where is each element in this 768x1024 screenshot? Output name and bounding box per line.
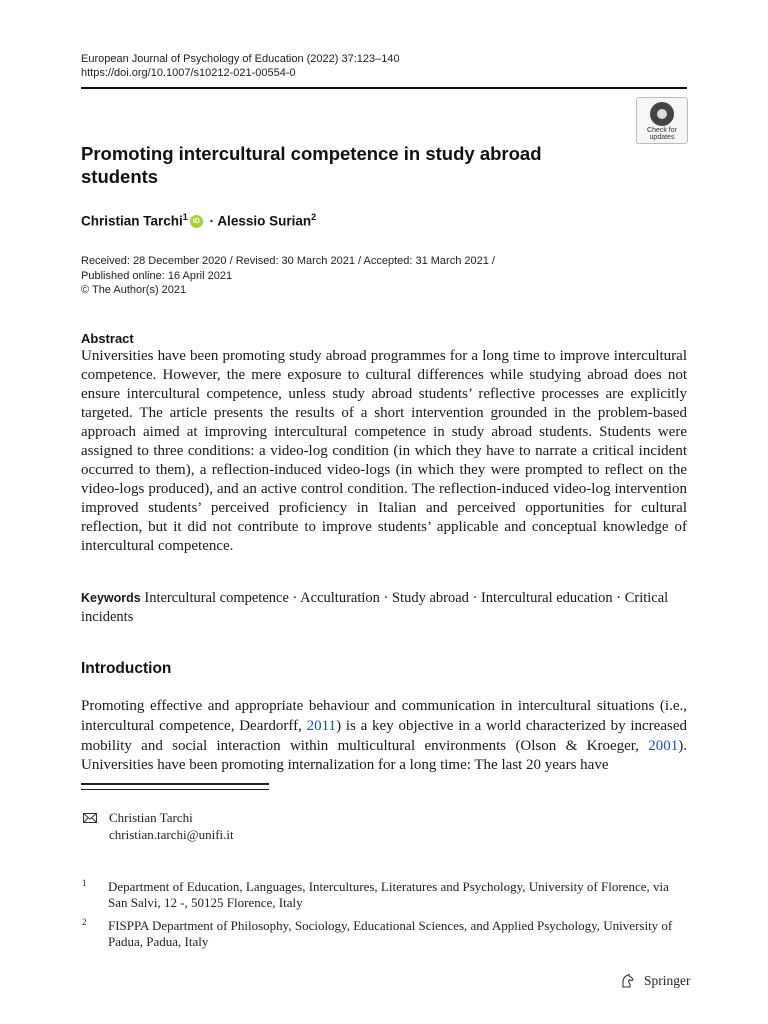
journal-header bbox=[81, 52, 400, 80]
copyright bbox=[81, 283, 495, 298]
affiliation-marker: 1 bbox=[182, 212, 188, 222]
citation-link[interactable]: 2001 bbox=[648, 737, 679, 754]
author-name[interactable]: Alessio Surian bbox=[217, 213, 312, 229]
springer-horse-icon bbox=[620, 973, 636, 989]
publisher-name: Springer bbox=[644, 973, 691, 989]
footnote-divider bbox=[81, 789, 269, 790]
crossmark-label-2: updates bbox=[649, 134, 675, 141]
abstract-heading: Abstract bbox=[81, 331, 134, 346]
header-rule bbox=[81, 87, 687, 89]
affiliation-number: 2 bbox=[82, 917, 87, 927]
keywords bbox=[81, 589, 687, 627]
affiliation-1: Department of Education, Languages, Intercultures, Literatures and Psychology, University of Florence, via San Salvi, 12 -, 50125 Florence, Italy bbox=[108, 879, 669, 910]
paper-title: Promoting intercultural competence in study abroad students bbox=[81, 143, 542, 187]
copyright-text: The Author(s) 2021 bbox=[91, 284, 187, 296]
history-dates: Received: 28 December 2020 / Revised: 30 March 2021 / Accepted: 31 March 2021 / bbox=[81, 255, 495, 267]
author-separator: · bbox=[209, 213, 215, 229]
author-list bbox=[81, 212, 316, 229]
footnote-divider bbox=[81, 783, 269, 785]
journal-citation: European Journal of Psychology of Education (2022) 37:123–140 bbox=[81, 53, 400, 65]
published-date: Published online: 16 April 2021 bbox=[81, 269, 233, 282]
keywords-list: Intercultural competence · Acculturation · Study abroad · Intercultural education · Critical incidents bbox=[81, 590, 669, 625]
publisher-logo bbox=[620, 972, 691, 992]
crossmark-badge[interactable] bbox=[636, 97, 688, 144]
affiliation-marker: 2 bbox=[311, 212, 317, 222]
crossmark-icon bbox=[650, 102, 674, 126]
orcid-icon[interactable]: iD bbox=[190, 215, 203, 228]
intro-text: Promoting effective and appropriate behaviour and communication in intercultural situations (i.e., intercultural competence, Deardorff, bbox=[81, 698, 687, 734]
citation-link[interactable]: 2011 bbox=[306, 717, 337, 734]
contact-name: Christian Tarchi bbox=[109, 810, 193, 825]
copyright-icon: © bbox=[81, 284, 90, 296]
contact-email[interactable]: christian.tarchi@unifi.it bbox=[109, 826, 234, 842]
affiliation-number: 1 bbox=[82, 878, 87, 888]
publication-dates bbox=[81, 254, 495, 298]
envelope-icon[interactable] bbox=[83, 813, 97, 823]
abstract-body: Universities have been promoting study abroad programmes for a long time to improve intercultural competence. However, the mere exposure to cultural differences while studying abroad does not ensure intercultural competence, unless study abroad students’ reflective processes are explicitly targeted. The article presents the results of a short intervention grounded in the problem-based approach aimed at improving intercultural competence in study abroad students. Students were assigned to three conditions: a video-log condition (in which they have to narrate a critical incident occurred to them), a reflection-induced video-logs (in which they were prompted to reflect on the video-logs produced), and an active control condition. The reflection-induced video-log intervention improved students’ perceived proficiency in Italian and perceived opportunities for cultural reflection, but it did not contribute to improve students’ applicable and conceptual knowledge of intercultural competence. bbox=[81, 348, 687, 554]
doi-link[interactable]: https://doi.org/10.1007/s10212-021-00554-0 bbox=[81, 67, 296, 79]
introduction-body bbox=[81, 697, 687, 776]
affiliation-2: FISPPA Department of Philosophy, Sociology, Educational Sciences, and Applied Psychology, University of Padua, Padua, Italy bbox=[108, 918, 673, 949]
corresponding-author bbox=[109, 810, 234, 843]
crossmark-label-1: Check for bbox=[647, 127, 677, 134]
intro-text: ) is a key objective in a world characterized by increased mobility and social interaction within multicultural environments (Olson & Kroeger, bbox=[81, 717, 687, 754]
keywords-label: Keywords bbox=[81, 591, 141, 605]
section-heading-introduction: Introduction bbox=[81, 660, 172, 677]
author-name[interactable]: Christian Tarchi bbox=[81, 213, 183, 229]
intro-text: ). Universities have been promoting internalization for a long time: The last 20 years have bbox=[81, 737, 687, 774]
